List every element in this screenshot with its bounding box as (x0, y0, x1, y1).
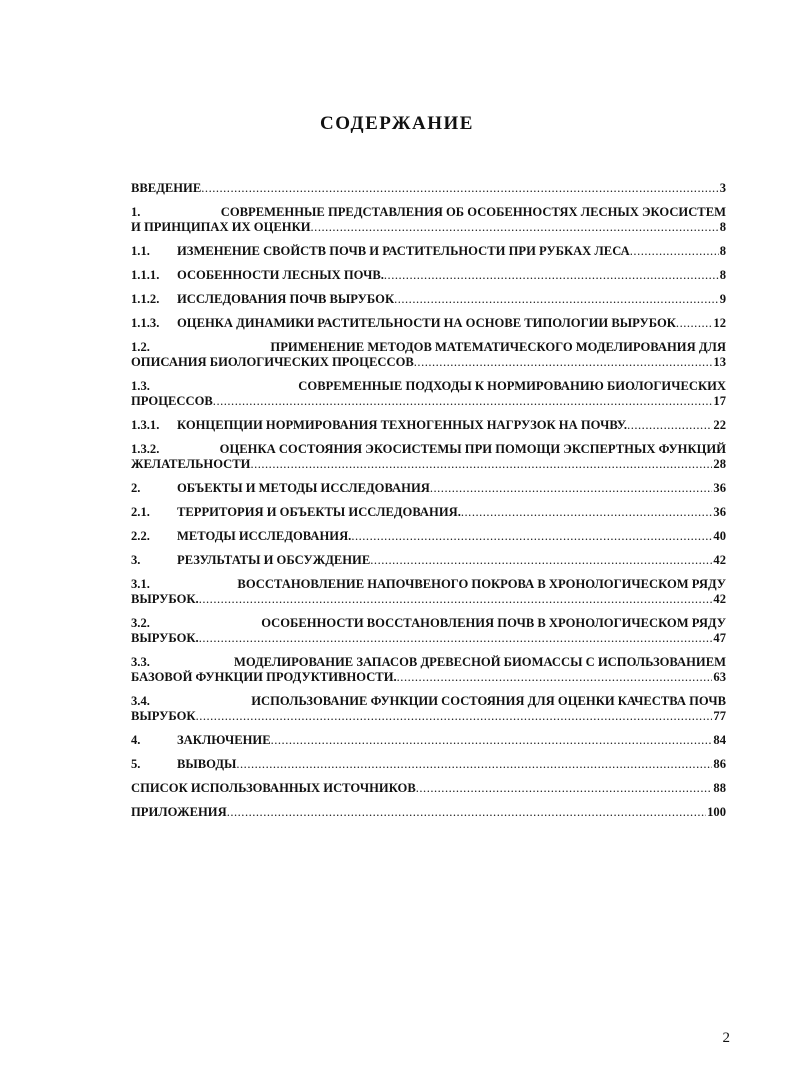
dot-leader (201, 181, 718, 196)
toc-entry-page: 36 (713, 505, 726, 519)
toc-entry[interactable] (131, 379, 726, 409)
dot-leader (236, 757, 712, 772)
toc-entry-page: 17 (713, 394, 726, 408)
toc-entry-title: ВЫВОДЫ (177, 757, 237, 771)
toc-line (131, 220, 726, 235)
toc-entry-title: БАЗОВОЙ ФУНКЦИИ ПРОДУКТИВНОСТИ. (131, 670, 397, 684)
toc-entry[interactable] (131, 655, 726, 685)
toc-line (131, 340, 726, 355)
toc-entry-page: 22 (713, 418, 726, 432)
toc-entry[interactable] (131, 757, 726, 772)
dot-leader (630, 244, 719, 259)
table-of-contents (131, 181, 726, 829)
toc-line (131, 553, 726, 568)
toc-entry-title: ВЫРУБОК. (131, 592, 199, 606)
dot-leader (311, 220, 719, 235)
toc-entry[interactable] (131, 529, 726, 544)
toc-entry[interactable] (131, 781, 726, 796)
dot-leader (414, 355, 713, 370)
toc-entry-page: 86 (713, 757, 726, 771)
toc-line (131, 733, 726, 748)
dot-leader (199, 631, 713, 646)
toc-line (131, 781, 726, 796)
toc-entry-title: МОДЕЛИРОВАНИЕ ЗАПАСОВ ДРЕВЕСНОЙ БИОМАССЫ С ИСПОЛЬЗОВАНИЕМ (233, 655, 726, 669)
toc-line (131, 481, 726, 496)
toc-entry-page: 8 (719, 220, 726, 234)
toc-entry[interactable] (131, 418, 726, 433)
dot-leader (199, 592, 713, 607)
toc-line (131, 394, 726, 409)
dot-leader (271, 733, 713, 748)
toc-entry-title: ЗАКЛЮЧЕНИЕ (177, 733, 271, 747)
toc-line (131, 655, 726, 670)
dot-leader (351, 529, 712, 544)
toc-entry[interactable] (131, 340, 726, 370)
toc-entry-number: 1.1.3. (131, 316, 160, 330)
toc-entry-number: 1.1. (131, 244, 150, 258)
toc-line (131, 631, 726, 646)
toc-entry-page: 84 (713, 733, 726, 747)
toc-entry-number: 4. (131, 733, 141, 747)
toc-entry-number: 5. (131, 757, 141, 771)
toc-entry-number: 1.1.2. (131, 292, 160, 306)
toc-entry[interactable] (131, 181, 726, 196)
toc-entry-title: ОПИСАНИЯ БИОЛОГИЧЕСКИХ ПРОЦЕССОВ (131, 355, 414, 369)
toc-entry-number: 2.1. (131, 505, 150, 519)
toc-entry-page: 42 (713, 592, 726, 606)
dot-leader (461, 505, 713, 520)
dot-leader (370, 553, 712, 568)
toc-entry-title: КОНЦЕПЦИИ НОРМИРОВАНИЯ ТЕХНОГЕННЫХ НАГРУЗОК НА ПОЧВУ. (177, 418, 628, 432)
toc-line (131, 292, 726, 307)
toc-entry-title: И ПРИНЦИПАХ ИХ ОЦЕНКИ (131, 220, 311, 234)
toc-line (131, 805, 726, 820)
dot-leader (430, 481, 713, 496)
dot-leader (676, 316, 712, 331)
toc-line (131, 244, 726, 259)
toc-entry-page: 3 (719, 181, 726, 195)
toc-entry[interactable] (131, 553, 726, 568)
toc-line (131, 205, 726, 220)
toc-entry-page: 42 (713, 553, 726, 567)
toc-line (131, 529, 726, 544)
toc-entry-page: 47 (713, 631, 726, 645)
toc-entry-page: 100 (707, 805, 726, 819)
toc-entry-page: 36 (713, 481, 726, 495)
dot-leader (250, 457, 712, 472)
toc-entry-number: 3.1. (131, 577, 150, 591)
toc-entry[interactable] (131, 616, 726, 646)
toc-entry-number: 3. (131, 553, 141, 567)
toc-entry-title: ТЕРРИТОРИЯ И ОБЪЕКТЫ ИССЛЕДОВАНИЯ. (177, 505, 461, 519)
toc-line (131, 457, 726, 472)
toc-entry-number: 1.3.2. (131, 442, 160, 456)
toc-entry-number: 3.2. (131, 616, 150, 630)
toc-line (131, 316, 726, 331)
toc-entry-page: 13 (713, 355, 726, 369)
toc-entry-title: СОВРЕМЕННЫЕ ПРЕДСТАВЛЕНИЯ ОБ ОСОБЕННОСТЯХ ЛЕСНЫХ ЭКОСИСТЕМ (220, 205, 726, 219)
toc-entry-page: 88 (713, 781, 726, 795)
toc-entry-number: 1.3.1. (131, 418, 160, 432)
toc-entry[interactable] (131, 805, 726, 820)
toc-line (131, 757, 726, 772)
toc-entry-title: ВОССТАНОВЛЕНИЕ НАПОЧВЕНОГО ПОКРОВА В ХРОНОЛОГИЧЕСКОМ РЯДУ (237, 577, 726, 591)
toc-entry-title: РЕЗУЛЬТАТЫ И ОБСУЖДЕНИЕ (177, 553, 371, 567)
toc-line (131, 181, 726, 196)
dot-leader (213, 394, 713, 409)
toc-entry-title: ПРОЦЕССОВ (131, 394, 213, 408)
toc-line (131, 505, 726, 520)
toc-entry[interactable] (131, 292, 726, 307)
dot-leader (196, 709, 713, 724)
toc-line (131, 670, 726, 685)
toc-line (131, 268, 726, 283)
toc-entry-page: 63 (713, 670, 726, 684)
toc-entry-title: ВЫРУБОК. (131, 631, 199, 645)
toc-entry-number: 2.2. (131, 529, 150, 543)
toc-entry-title: ВЫРУБОК (131, 709, 196, 723)
toc-entry-title: ПРИМЕНЕНИЕ МЕТОДОВ МАТЕМАТИЧЕСКОГО МОДЕЛИРОВАНИЯ ДЛЯ (270, 340, 726, 354)
toc-entry-number: 1.1.1. (131, 268, 160, 282)
toc-entry[interactable] (131, 505, 726, 520)
toc-line (131, 577, 726, 592)
toc-entry-title: ОСОБЕННОСТИ ВОССТАНОВЛЕНИЯ ПОЧВ В ХРОНОЛОГИЧЕСКОМ РЯДУ (261, 616, 726, 630)
toc-entry[interactable] (131, 244, 726, 259)
toc-entry-title: ИСПОЛЬЗОВАНИЕ ФУНКЦИИ СОСТОЯНИЯ ДЛЯ ОЦЕНКИ КАЧЕСТВА ПОЧВ (251, 694, 726, 708)
toc-entry[interactable] (131, 481, 726, 496)
toc-line (131, 379, 726, 394)
toc-entry-title: СПИСОК ИСПОЛЬЗОВАННЫХ ИСТОЧНИКОВ (131, 781, 416, 795)
toc-line (131, 616, 726, 631)
dot-leader (416, 781, 713, 796)
toc-entry-page: 40 (713, 529, 726, 543)
dot-leader (394, 292, 719, 307)
toc-line (131, 709, 726, 724)
toc-entry-title: ОЦЕНКА ДИНАМИКИ РАСТИТЕЛЬНОСТИ НА ОСНОВЕ ТИПОЛОГИИ ВЫРУБОК (177, 316, 676, 330)
dot-leader (384, 268, 719, 283)
toc-entry[interactable] (131, 694, 726, 724)
toc-line (131, 418, 726, 433)
toc-entry-title: ОБЪЕКТЫ И МЕТОДЫ ИССЛЕДОВАНИЯ (177, 481, 430, 495)
toc-entry-title: ИЗМЕНЕНИЕ СВОЙСТВ ПОЧВ И РАСТИТЕЛЬНОСТИ ПРИ РУБКАХ ЛЕСА (177, 244, 630, 258)
toc-entry-page: 8 (719, 244, 726, 258)
toc-entry-number: 3.4. (131, 694, 150, 708)
toc-entry-title: ЖЕЛАТЕЛЬНОСТИ (131, 457, 251, 471)
dot-leader (227, 805, 706, 820)
toc-line (131, 442, 726, 457)
dot-leader (627, 418, 712, 433)
toc-entry[interactable] (131, 442, 726, 472)
toc-entry[interactable] (131, 316, 726, 331)
toc-line (131, 694, 726, 709)
page-number: 2 (722, 1030, 730, 1046)
toc-entry-title: ИССЛЕДОВАНИЯ ПОЧВ ВЫРУБОК (177, 292, 395, 306)
toc-entry-number: 1.3. (131, 379, 150, 393)
toc-entry-title: ОСОБЕННОСТИ ЛЕСНЫХ ПОЧВ. (177, 268, 384, 282)
toc-entry-page: 12 (713, 316, 726, 330)
toc-entry[interactable] (131, 733, 726, 748)
toc-entry-page: 77 (713, 709, 726, 723)
toc-entry[interactable] (131, 577, 726, 607)
toc-entry-number: 1. (131, 205, 141, 219)
toc-entry-number: 1.2. (131, 340, 150, 354)
toc-entry-page: 8 (719, 268, 726, 282)
toc-line (131, 355, 726, 370)
page-title: СОДЕРЖАНИЕ (320, 113, 474, 134)
toc-entry[interactable] (131, 268, 726, 283)
toc-line (131, 592, 726, 607)
toc-entry[interactable] (131, 205, 726, 235)
toc-entry-title: ВВЕДЕНИЕ (131, 181, 202, 195)
dot-leader (397, 670, 713, 685)
toc-entry-number: 3.3. (131, 655, 150, 669)
toc-entry-title: МЕТОДЫ ИССЛЕДОВАНИЯ. (177, 529, 352, 543)
toc-entry-title: ПРИЛОЖЕНИЯ (131, 805, 227, 819)
toc-entry-page: 9 (719, 292, 726, 306)
toc-entry-title: СОВРЕМЕННЫЕ ПОДХОДЫ К НОРМИРОВАНИЮ БИОЛОГИЧЕСКИХ (298, 379, 726, 393)
toc-entry-title: ОЦЕНКА СОСТОЯНИЯ ЭКОСИСТЕМЫ ПРИ ПОМОЩИ ЭКСПЕРТНЫХ ФУНКЦИЙ (219, 442, 726, 456)
toc-entry-number: 2. (131, 481, 141, 495)
toc-entry-page: 28 (713, 457, 726, 471)
